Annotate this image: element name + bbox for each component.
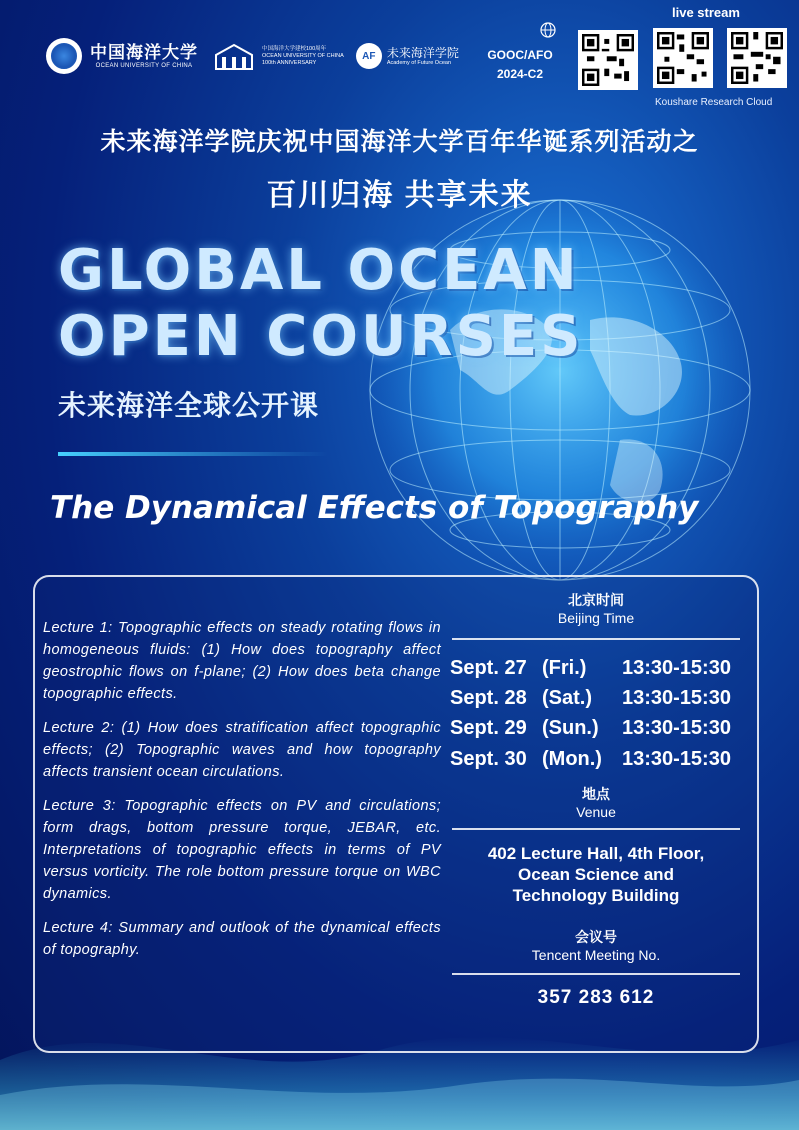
qr-code-icon	[657, 32, 709, 84]
live-stream-label: live stream	[672, 5, 740, 20]
schedule-time: 13:30-15:30	[622, 717, 731, 739]
schedule-time: 13:30-15:30	[622, 687, 731, 709]
ouc-name-cn: 中国海洋大学	[90, 43, 198, 63]
anniversary-gate-icon	[212, 41, 256, 71]
anniversary-line-1: 中国海洋大学建校100周年	[262, 45, 327, 52]
schedule-time: 13:30-15:30	[622, 748, 731, 770]
meeting-heading	[452, 927, 740, 963]
anniversary-line-3: 100th ANNIVERSARY	[262, 59, 317, 66]
time-label-en: Beijing Time	[557, 610, 635, 626]
schedule-time: 13:30-15:30	[622, 657, 731, 679]
schedule-row	[450, 717, 750, 740]
afo-name-en: Academy of Future Ocean	[386, 60, 452, 66]
schedule-day: (Sat.)	[542, 687, 592, 709]
qr-code-course[interactable]	[578, 30, 638, 90]
afo-logo	[356, 43, 459, 69]
qr-code-research-cloud[interactable]	[727, 28, 787, 88]
qr-caption: Koushare Research Cloud	[655, 97, 773, 108]
qr-code-icon	[582, 34, 634, 86]
title-line-2: OPEN COURSES	[58, 304, 584, 369]
page-title	[58, 238, 583, 370]
logo-bar	[46, 36, 459, 76]
anniversary-line-2: OCEAN UNIVERSITY OF CHINA	[262, 52, 344, 59]
schedule-day: (Sun.)	[542, 717, 599, 739]
accent-divider	[58, 452, 328, 456]
qr-code-icon	[731, 32, 783, 84]
time-label-cn: 北京时间	[568, 592, 624, 608]
venue-address	[452, 843, 740, 906]
anniversary-logo	[212, 41, 344, 71]
meeting-number: 357 283 612	[537, 987, 655, 1008]
globe-icon	[540, 22, 556, 38]
course-topic: The Dynamical Effects of Topography	[50, 490, 699, 526]
ouc-logo	[90, 43, 198, 69]
lecture-list	[43, 617, 441, 973]
schedule-day: (Mon.)	[542, 748, 602, 770]
schedule-date: Sept. 27	[450, 657, 527, 679]
subtitle-cn: 未来海洋全球公开课	[58, 390, 320, 421]
course-code-line-2: 2024-C2	[496, 67, 544, 81]
event-slogan: 百川归海 共享未来	[266, 179, 533, 212]
afo-name-cn: 未来海洋学院	[386, 46, 459, 60]
title-line-1: GLOBAL OCEAN	[58, 238, 580, 303]
schedule-date: Sept. 29	[450, 717, 527, 739]
schedule-date: Sept. 28	[450, 687, 527, 709]
schedule-row	[450, 657, 750, 680]
time-heading	[452, 590, 740, 626]
lecture-3: Lecture 3: Topographic effects on PV and circulations; form drags, bottom pressure torque, JEBAR, etc. Interpretations of topographic effects in terms of PV versus vorticity. The role bottom pressure torque on WBC dynamics.	[43, 798, 441, 902]
schedule-row	[450, 748, 750, 771]
venue-line-3: Technology Building	[512, 886, 680, 905]
event-series-heading: 未来海洋学院庆祝中国海洋大学百年华诞系列活动之	[100, 128, 699, 156]
course-code-line-1: GOOC/AFO	[487, 48, 553, 62]
course-code	[480, 46, 560, 84]
schedule-date: Sept. 30	[450, 748, 527, 770]
venue-heading	[452, 784, 740, 820]
venue-label-cn: 地点	[582, 786, 610, 802]
divider	[452, 828, 740, 830]
ouc-name-en: OCEAN UNIVERSITY OF CHINA	[95, 63, 193, 69]
meeting-label-cn: 会议号	[575, 929, 617, 945]
lecture-2: Lecture 2: (1) How does stratification affect topographic effects; (2) Topographic waves and how topography affects transient ocean circulations.	[43, 720, 441, 780]
schedule-day: (Fri.)	[542, 657, 587, 679]
divider	[452, 973, 740, 975]
venue-line-1: 402 Lecture Hall, 4th Floor,	[487, 844, 705, 863]
schedule-row	[450, 687, 750, 710]
lecture-1: Lecture 1: Topographic effects on steady rotating flows in homogeneous fluids: (1) How does topography affect geostrophic flows on f-plane; (2) How does beta change topographic effects.	[43, 620, 441, 702]
afo-mark-icon: AF	[356, 43, 382, 69]
ouc-seal-icon	[46, 38, 82, 74]
divider	[452, 638, 740, 640]
lecture-4: Lecture 4: Summary and outlook of the dynamical effects of topography.	[43, 920, 441, 958]
qr-code-koushare[interactable]	[653, 28, 713, 88]
venue-line-2: Ocean Science and	[518, 865, 674, 884]
meeting-label-en: Tencent Meeting No.	[531, 947, 661, 963]
venue-label-en: Venue	[576, 804, 616, 820]
